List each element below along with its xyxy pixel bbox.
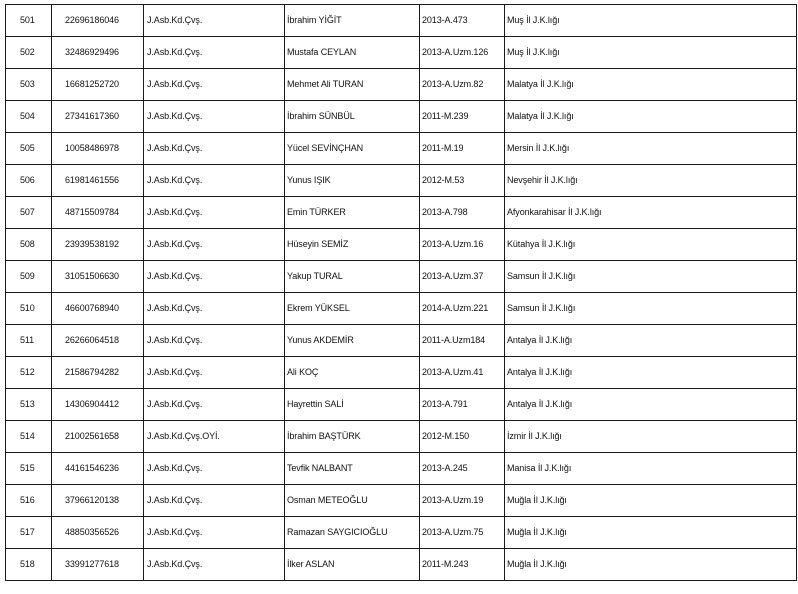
table-row — [6, 293, 797, 325]
registry-code-cell: 2013-A.Uzm.75 — [420, 517, 505, 549]
registry-code-cell: 2013-A.Uzm.41 — [420, 357, 505, 389]
rank-cell: J.Asb.Kd.Çvş. — [144, 261, 285, 293]
row-number-cell: 502 — [6, 37, 52, 69]
personnel-table-body — [6, 5, 797, 581]
personnel-table — [5, 4, 797, 581]
registry-code-cell: 2011-M.243 — [420, 549, 505, 581]
unit-cell: İzmir İl J.K.lığı — [505, 421, 797, 453]
registry-code-cell: 2013-A.Uzm.16 — [420, 229, 505, 261]
row-number-cell: 516 — [6, 485, 52, 517]
id-number-cell: 26266064518 — [52, 325, 144, 357]
table-row — [6, 549, 797, 581]
table-row — [6, 261, 797, 293]
full-name-cell: Tevfik NALBANT — [285, 453, 420, 485]
table-row — [6, 165, 797, 197]
registry-code-cell: 2013-A.Uzm.126 — [420, 37, 505, 69]
row-number-cell: 504 — [6, 101, 52, 133]
unit-cell: Mersin İl J.K.lığı — [505, 133, 797, 165]
rank-cell: J.Asb.Kd.Çvş. — [144, 357, 285, 389]
registry-code-cell: 2013-A.473 — [420, 5, 505, 37]
rank-cell: J.Asb.Kd.Çvş. — [144, 549, 285, 581]
registry-code-cell: 2013-A.245 — [420, 453, 505, 485]
id-number-cell: 22696186046 — [52, 5, 144, 37]
registry-code-cell: 2013-A.Uzm.37 — [420, 261, 505, 293]
id-number-cell: 37966120138 — [52, 485, 144, 517]
id-number-cell: 23939538192 — [52, 229, 144, 261]
rank-cell: J.Asb.Kd.Çvş. — [144, 453, 285, 485]
registry-code-cell: 2011-A.Uzm184 — [420, 325, 505, 357]
unit-cell: Antalya İl J.K.lığı — [505, 325, 797, 357]
id-number-cell: 16681252720 — [52, 69, 144, 101]
full-name-cell: Yakup TURAL — [285, 261, 420, 293]
id-number-cell: 48715509784 — [52, 197, 144, 229]
unit-cell: Antalya İl J.K.lığı — [505, 357, 797, 389]
unit-cell: Kütahya İl J.K.lığı — [505, 229, 797, 261]
registry-code-cell: 2012-M.150 — [420, 421, 505, 453]
id-number-cell: 33991277618 — [52, 549, 144, 581]
full-name-cell: Mustafa CEYLAN — [285, 37, 420, 69]
full-name-cell: Hayrettin SALİ — [285, 389, 420, 421]
rank-cell: J.Asb.Kd.Çvş. — [144, 101, 285, 133]
rank-cell: J.Asb.Kd.Çvş.OYİ. — [144, 421, 285, 453]
row-number-cell: 518 — [6, 549, 52, 581]
table-row — [6, 5, 797, 37]
unit-cell: Muğla İl J.K.lığı — [505, 549, 797, 581]
row-number-cell: 507 — [6, 197, 52, 229]
id-number-cell: 27341617360 — [52, 101, 144, 133]
rank-cell: J.Asb.Kd.Çvş. — [144, 37, 285, 69]
full-name-cell: İbrahim YİĞİT — [285, 5, 420, 37]
id-number-cell: 48850356526 — [52, 517, 144, 549]
row-number-cell: 506 — [6, 165, 52, 197]
table-row — [6, 453, 797, 485]
table-row — [6, 229, 797, 261]
table-row — [6, 485, 797, 517]
table-row — [6, 421, 797, 453]
unit-cell: Nevşehir İl J.K.lığı — [505, 165, 797, 197]
registry-code-cell: 2013-A.798 — [420, 197, 505, 229]
unit-cell: Antalya İl J.K.lığı — [505, 389, 797, 421]
rank-cell: J.Asb.Kd.Çvş. — [144, 293, 285, 325]
row-number-cell: 510 — [6, 293, 52, 325]
registry-code-cell: 2011-M.239 — [420, 101, 505, 133]
rank-cell: J.Asb.Kd.Çvş. — [144, 517, 285, 549]
registry-code-cell: 2014-A.Uzm.221 — [420, 293, 505, 325]
full-name-cell: Yücel SEVİNÇHAN — [285, 133, 420, 165]
registry-code-cell: 2012-M.53 — [420, 165, 505, 197]
table-row — [6, 197, 797, 229]
table-row — [6, 517, 797, 549]
id-number-cell: 32486929496 — [52, 37, 144, 69]
full-name-cell: Osman METEOĞLU — [285, 485, 420, 517]
row-number-cell: 513 — [6, 389, 52, 421]
id-number-cell: 10058486978 — [52, 133, 144, 165]
id-number-cell: 14306904412 — [52, 389, 144, 421]
full-name-cell: İbrahim SÜNBÜL — [285, 101, 420, 133]
rank-cell: J.Asb.Kd.Çvş. — [144, 69, 285, 101]
rank-cell: J.Asb.Kd.Çvş. — [144, 325, 285, 357]
table-row — [6, 37, 797, 69]
unit-cell: Malatya İl J.K.lığı — [505, 101, 797, 133]
full-name-cell: İbrahim BAŞTÜRK — [285, 421, 420, 453]
id-number-cell: 61981461556 — [52, 165, 144, 197]
full-name-cell: İlker ASLAN — [285, 549, 420, 581]
full-name-cell: Mehmet Ali TURAN — [285, 69, 420, 101]
row-number-cell: 512 — [6, 357, 52, 389]
id-number-cell: 21002561658 — [52, 421, 144, 453]
rank-cell: J.Asb.Kd.Çvş. — [144, 133, 285, 165]
rank-cell: J.Asb.Kd.Çvş. — [144, 229, 285, 261]
row-number-cell: 515 — [6, 453, 52, 485]
full-name-cell: Ali KOÇ — [285, 357, 420, 389]
row-number-cell: 505 — [6, 133, 52, 165]
full-name-cell: Ramazan SAYGICIOĞLU — [285, 517, 420, 549]
registry-code-cell: 2013-A.Uzm.82 — [420, 69, 505, 101]
full-name-cell: Yunus IŞIK — [285, 165, 420, 197]
registry-code-cell: 2011-M.19 — [420, 133, 505, 165]
table-row — [6, 357, 797, 389]
row-number-cell: 501 — [6, 5, 52, 37]
id-number-cell: 44161546236 — [52, 453, 144, 485]
table-row — [6, 69, 797, 101]
full-name-cell: Hüseyin SEMİZ — [285, 229, 420, 261]
registry-code-cell: 2013-A.791 — [420, 389, 505, 421]
rank-cell: J.Asb.Kd.Çvş. — [144, 165, 285, 197]
id-number-cell: 31051506630 — [52, 261, 144, 293]
full-name-cell: Yunus AKDEMİR — [285, 325, 420, 357]
table-row — [6, 325, 797, 357]
row-number-cell: 517 — [6, 517, 52, 549]
unit-cell: Manisa İl J.K.lığı — [505, 453, 797, 485]
rank-cell: J.Asb.Kd.Çvş. — [144, 485, 285, 517]
unit-cell: Muş İl J.K.lığı — [505, 5, 797, 37]
table-row — [6, 389, 797, 421]
row-number-cell: 511 — [6, 325, 52, 357]
registry-code-cell: 2013-A.Uzm.19 — [420, 485, 505, 517]
rank-cell: J.Asb.Kd.Çvş. — [144, 197, 285, 229]
row-number-cell: 503 — [6, 69, 52, 101]
rank-cell: J.Asb.Kd.Çvş. — [144, 5, 285, 37]
id-number-cell: 21586794282 — [52, 357, 144, 389]
full-name-cell: Emin TÜRKER — [285, 197, 420, 229]
row-number-cell: 509 — [6, 261, 52, 293]
full-name-cell: Ekrem YÜKSEL — [285, 293, 420, 325]
table-row — [6, 133, 797, 165]
unit-cell: Muğla İl J.K.lığı — [505, 517, 797, 549]
unit-cell: Malatya İl J.K.lığı — [505, 69, 797, 101]
table-row — [6, 101, 797, 133]
rank-cell: J.Asb.Kd.Çvş. — [144, 389, 285, 421]
row-number-cell: 508 — [6, 229, 52, 261]
unit-cell: Samsun İl J.K.lığı — [505, 261, 797, 293]
row-number-cell: 514 — [6, 421, 52, 453]
unit-cell: Muş İl J.K.lığı — [505, 37, 797, 69]
unit-cell: Muğla İl J.K.lığı — [505, 485, 797, 517]
unit-cell: Samsun İl J.K.lığı — [505, 293, 797, 325]
id-number-cell: 46600768940 — [52, 293, 144, 325]
unit-cell: Afyonkarahisar İl J.K.lığı — [505, 197, 797, 229]
